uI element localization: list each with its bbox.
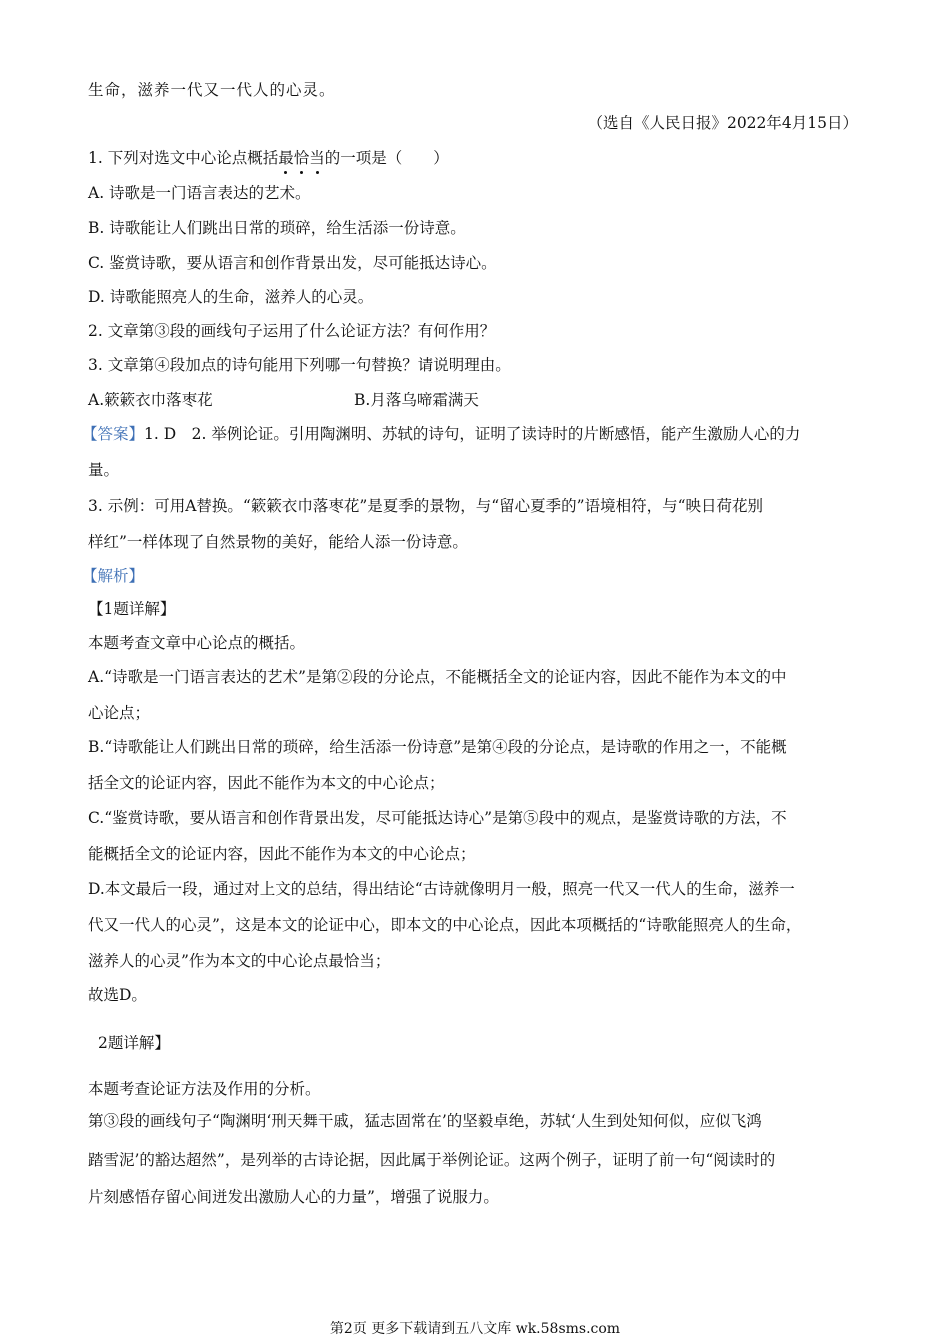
q1-detail-line: A.“诗歌是一门语言表达的艺术”是第②段的分论点，不能概括全文的论证内容，因此不能作为本文的中: [88, 668, 787, 686]
analysis-tag: 【解析】: [82, 567, 145, 585]
q2-detail-line: 第③段的画线句子“陶渊明‘刑天舞干戚，猛志固常在’的坚毅卓绝，苏轼‘人生到处知何似，应似飞鸿: [88, 1112, 762, 1130]
q1-detail-line: D.本文最后一段，通过对上文的总结，得出结论“古诗就像明月一般，照亮一代又一代人的生命，滋养一: [88, 880, 795, 898]
q1-detail-line: 故选D。: [88, 986, 147, 1004]
q2-detail-line: 踏雪泥’的豁达超然”，是列举的古诗论据，因此属于举例论证。这两个例子，证明了前一句“阅读时的: [88, 1151, 776, 1169]
q3-option-b: B.月落乌啼霜满天: [354, 391, 479, 409]
answer-line-1: [82, 424, 800, 444]
q1-detail-line: 括全文的论证内容，因此不能作为本文的中心论点；: [88, 774, 445, 792]
q2-detail-line: 片刻感悟存留心间迸发出激励人心的力量”，增强了说服力。: [88, 1188, 499, 1206]
question-1-tail: 的一项是（ ）: [324, 149, 449, 167]
emphasis-char: 恰: [293, 149, 310, 167]
passage-last-line: 生命，滋养一代又一代人的心灵。: [88, 81, 336, 99]
answer-3-line-2: 样红”一样体现了自然景物的美好，能给人添一份诗意。: [88, 533, 468, 551]
source-citation: （选自《人民日报》2022年4月15日）: [587, 114, 858, 132]
question-1: [88, 148, 449, 168]
q1-detail-line: B.“诗歌能让人们跳出日常的琐碎，给生活添一份诗意”是第④段的分论点，是诗歌的作用之一，不能概: [88, 738, 787, 756]
q1-detail-title: 【1题详解】: [88, 600, 176, 618]
question-2: 2. 文章第③段的画线句子运用了什么论证方法？有何作用？: [88, 322, 496, 340]
q1-detail-line: 滋养人的心灵”作为本文的中心论点最恰当；: [88, 952, 391, 970]
q1-detail-line: 心论点；: [88, 704, 151, 722]
q2-detail-line: 本题考查论证方法及作用的分析。: [88, 1080, 321, 1098]
q1-detail-line: 本题考查文章中心论点的概括。: [88, 634, 306, 652]
answer-text: 1. D 2. 举例论证。引用陶渊明、苏轼的诗句，证明了读诗时的片断感悟，能产生激励人心的力: [144, 425, 801, 443]
q3-option-a: A.簌簌衣巾落枣花: [88, 391, 213, 409]
question-3: 3. 文章第④段加点的诗句能用下列哪一句替换？请说明理由。: [88, 356, 511, 374]
answer-line-2: 量。: [88, 461, 120, 479]
q1-detail-line: C.“鉴赏诗歌，要从语言和创作背景出发，尽可能抵达诗心”是第⑤段中的观点，是鉴赏诗歌的方法，不: [88, 809, 787, 827]
emphasis-char: 当: [309, 149, 325, 167]
page-footer: 第2页 更多下载请到五八文库 wk.58sms.com: [329, 1321, 621, 1337]
option-a: A. 诗歌是一门语言表达的艺术。: [88, 184, 311, 202]
option-c: C. 鉴赏诗歌，要从语言和创作背景出发，尽可能抵达诗心。: [88, 254, 497, 272]
q2-detail-title: 2题详解】: [98, 1034, 170, 1052]
option-b: B. 诗歌能让人们跳出日常的琐碎，给生活添一份诗意。: [88, 219, 466, 237]
q1-detail-line: 能概括全文的论证内容，因此不能作为本文的中心论点；: [88, 845, 476, 863]
answer-tag: 【答案】: [82, 425, 145, 443]
question-1-text: 1. 下列对选文中心论点概括: [88, 149, 279, 167]
q1-detail-line: 代又一代人的心灵”，这是本文的论证中心，即本文的中心论点，因此本项概括的“诗歌能照亮人的生命，: [88, 916, 802, 934]
answer-3-line-1: 3. 示例：可用A替换。“簌簌衣巾落枣花”是夏季的景物，与“留心夏季的”语境相符，与“映日荷花别: [88, 497, 764, 515]
option-d: D. 诗歌能照亮人的生命，滋养人的心灵。: [88, 288, 374, 306]
emphasis-char: 最: [278, 149, 294, 167]
